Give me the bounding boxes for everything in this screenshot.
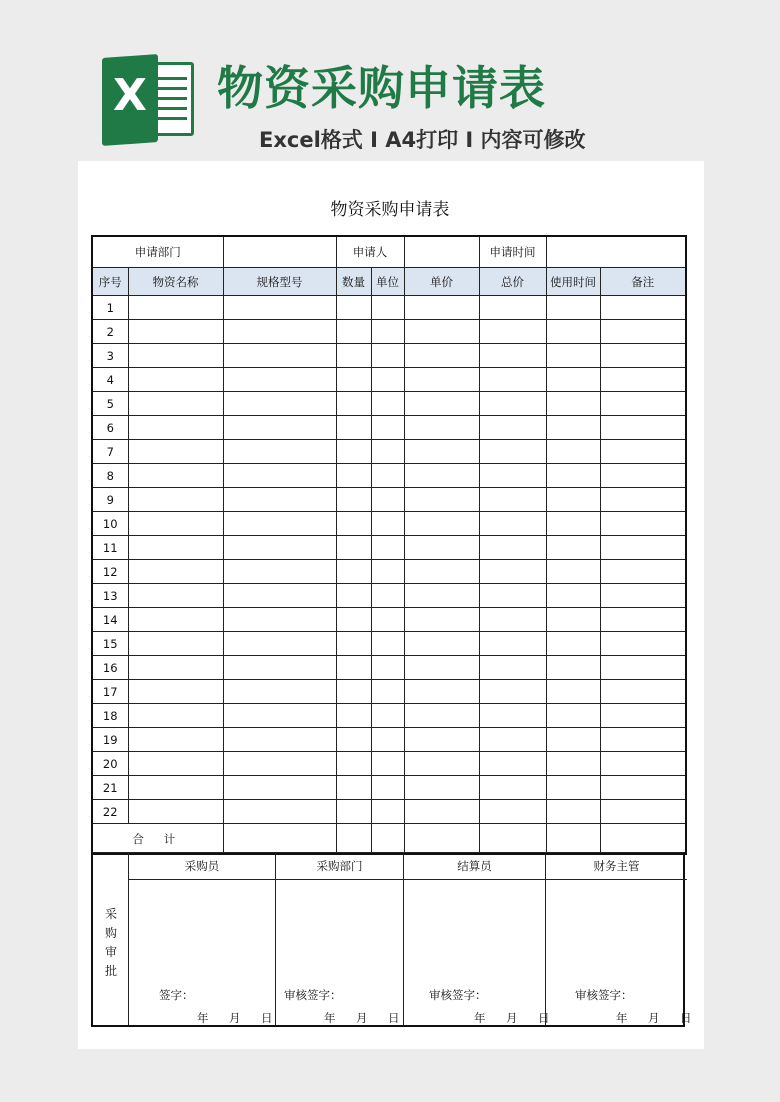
row-number: 2 [92,320,128,344]
table-cell[interactable] [479,440,546,464]
table-cell[interactable] [336,800,371,824]
table-cell[interactable] [479,632,546,656]
purchase-table [91,235,687,855]
table-cell[interactable] [479,728,546,752]
table-row [92,656,686,680]
table-cell[interactable] [336,824,371,855]
table-cell[interactable] [128,488,223,512]
table-cell[interactable] [546,680,600,704]
table-cell[interactable] [600,800,686,824]
sign-date: 年 月 日 [324,1011,400,1025]
table-cell[interactable] [128,344,223,368]
table-cell[interactable] [404,680,479,704]
table-cell[interactable] [128,704,223,728]
table-cell[interactable] [371,320,404,344]
table-cell[interactable] [223,800,336,824]
table-row [92,368,686,392]
table-row [92,344,686,368]
table-row [92,320,686,344]
table-cell[interactable] [128,632,223,656]
table-cell[interactable] [223,344,336,368]
table-row [92,680,686,704]
excel-logo-icon [100,56,198,144]
table-cell[interactable] [546,464,600,488]
table-row [92,584,686,608]
applicant-value-cell[interactable] [404,236,479,268]
approval-side-label: 采购审批 [105,907,118,978]
table-cell[interactable] [223,632,336,656]
approval-section [91,852,692,1027]
col-header: 单位 [371,268,404,296]
table-cell[interactable] [336,632,371,656]
col-header: 使用时间 [546,268,600,296]
sign-label: 审核签字： [575,988,633,1002]
table-row [92,704,686,728]
table-cell[interactable] [404,512,479,536]
row-number: 4 [92,368,128,392]
table-row [92,512,686,536]
table-cell[interactable] [546,656,600,680]
table-cell[interactable] [404,704,479,728]
row-number: 15 [92,632,128,656]
table-cell[interactable] [546,416,600,440]
table-cell[interactable] [371,488,404,512]
row-number: 8 [92,464,128,488]
table-cell[interactable] [128,800,223,824]
col-header: 规格型号 [223,268,336,296]
approval-role: 采购部门 [276,853,403,880]
table-cell[interactable] [404,416,479,440]
table-cell[interactable] [600,632,686,656]
table-cell[interactable] [223,464,336,488]
table-cell[interactable] [600,512,686,536]
table-row [92,632,686,656]
sign-date: 年 月 日 [197,1011,273,1025]
table-cell[interactable] [371,344,404,368]
table-cell[interactable] [600,368,686,392]
table-row [92,296,686,320]
table-cell[interactable] [336,320,371,344]
table-cell[interactable] [336,728,371,752]
approval-role: 财务主管 [546,853,687,880]
time-label: 申请时间 [479,236,546,268]
table-cell[interactable] [223,608,336,632]
applicant-label: 申请人 [336,236,404,268]
total-label: 合 计 [92,824,223,855]
table-cell[interactable] [479,800,546,824]
page-subtitle: Excel格式 I A4打印 I 内容可修改 [259,128,586,152]
row-number: 16 [92,656,128,680]
table-cell[interactable] [404,464,479,488]
table-cell[interactable] [128,416,223,440]
table-cell[interactable] [479,680,546,704]
table-cell[interactable] [546,440,600,464]
table-cell[interactable] [336,704,371,728]
row-number: 14 [92,608,128,632]
table-cell[interactable] [479,344,546,368]
table-cell[interactable] [223,752,336,776]
table-cell[interactable] [404,800,479,824]
table-cell[interactable] [336,680,371,704]
table-cell[interactable] [546,704,600,728]
table-cell[interactable] [479,776,546,800]
table-cell[interactable] [128,512,223,536]
table-cell[interactable] [479,416,546,440]
table-cell[interactable] [336,440,371,464]
row-number: 18 [92,704,128,728]
table-cell[interactable] [336,416,371,440]
table-cell[interactable] [479,536,546,560]
row-number: 11 [92,536,128,560]
table-cell[interactable] [404,608,479,632]
table-cell[interactable] [546,632,600,656]
table-cell[interactable] [336,584,371,608]
table-cell[interactable] [546,368,600,392]
row-number: 1 [92,296,128,320]
table-cell[interactable] [600,392,686,416]
row-number: 20 [92,752,128,776]
row-number: 7 [92,440,128,464]
table-cell[interactable] [223,584,336,608]
table-cell[interactable] [546,752,600,776]
table-cell[interactable] [404,488,479,512]
table-cell[interactable] [336,464,371,488]
table-cell[interactable] [404,656,479,680]
table-cell[interactable] [336,392,371,416]
table-cell[interactable] [600,560,686,584]
table-cell[interactable] [600,536,686,560]
table-cell[interactable] [336,368,371,392]
table-cell[interactable] [600,296,686,320]
table-cell[interactable] [479,464,546,488]
row-number: 6 [92,416,128,440]
table-cell[interactable] [223,296,336,320]
table-cell[interactable] [600,344,686,368]
col-header: 序号 [92,268,128,296]
sign-date: 年 月 日 [616,1011,692,1025]
table-cell[interactable] [371,584,404,608]
table-cell[interactable] [371,776,404,800]
table-cell[interactable] [404,368,479,392]
table-cell[interactable] [128,680,223,704]
dept-value-cell[interactable] [223,236,336,268]
table-row [92,776,686,800]
table-cell[interactable] [371,824,404,855]
table-cell[interactable] [600,656,686,680]
table-cell[interactable] [128,536,223,560]
table-cell[interactable] [336,656,371,680]
table-row [92,536,686,560]
table-cell[interactable] [479,824,546,855]
table-cell[interactable] [371,728,404,752]
table-cell[interactable] [546,608,600,632]
table-cell[interactable] [404,536,479,560]
table-cell[interactable] [336,752,371,776]
table-row [92,752,686,776]
table-cell[interactable] [546,800,600,824]
table-cell[interactable] [404,632,479,656]
col-header: 备注 [600,268,686,296]
row-number: 12 [92,560,128,584]
total-row [92,824,686,855]
table-cell[interactable] [223,512,336,536]
table-cell[interactable] [479,656,546,680]
row-number: 21 [92,776,128,800]
table-cell[interactable] [371,464,404,488]
table-cell[interactable] [223,440,336,464]
table-cell[interactable] [546,560,600,584]
table-cell[interactable] [128,560,223,584]
table-cell[interactable] [546,728,600,752]
col-header: 数量 [336,268,371,296]
table-cell[interactable] [479,392,546,416]
table-cell[interactable] [336,776,371,800]
table-cell[interactable] [128,776,223,800]
table-cell[interactable] [371,368,404,392]
table-cell[interactable] [371,536,404,560]
table-cell[interactable] [128,320,223,344]
table-cell[interactable] [371,440,404,464]
table-cell[interactable] [223,704,336,728]
logo-letter: X [113,70,147,121]
table-cell[interactable] [223,824,336,855]
sign-date: 年 月 日 [474,1011,550,1025]
table-row [92,416,686,440]
table-cell[interactable] [223,776,336,800]
table-cell[interactable] [479,584,546,608]
table-cell[interactable] [404,320,479,344]
table-row [92,800,686,824]
dept-label: 申请部门 [92,236,223,268]
table-cell[interactable] [600,824,686,855]
sign-label: 审核签字： [284,988,342,1002]
sign-label: 审核签字： [429,988,487,1002]
table-cell[interactable] [128,368,223,392]
table-cell[interactable] [546,584,600,608]
table-cell[interactable] [546,344,600,368]
table-cell[interactable] [546,320,600,344]
row-number: 9 [92,488,128,512]
table-cell[interactable] [336,608,371,632]
table-row [92,560,686,584]
table-row [92,440,686,464]
row-number: 13 [92,584,128,608]
table-cell[interactable] [404,752,479,776]
table-cell[interactable] [223,536,336,560]
table-cell[interactable] [223,728,336,752]
table-cell[interactable] [479,296,546,320]
table-cell[interactable] [600,704,686,728]
col-header: 物资名称 [128,268,223,296]
table-cell[interactable] [371,608,404,632]
table-cell[interactable] [404,584,479,608]
table-cell[interactable] [600,440,686,464]
approval-col-finance[interactable] [546,853,692,1025]
table-cell[interactable] [223,416,336,440]
table-cell[interactable] [371,416,404,440]
table-cell[interactable] [600,464,686,488]
table-cell[interactable] [223,392,336,416]
table-cell[interactable] [404,440,479,464]
table-cell[interactable] [546,536,600,560]
table-cell[interactable] [479,488,546,512]
approval-role: 采购员 [129,853,275,880]
table-cell[interactable] [600,584,686,608]
table-cell[interactable] [336,488,371,512]
table-cell[interactable] [371,752,404,776]
table-cell[interactable] [371,512,404,536]
table-cell[interactable] [479,320,546,344]
table-cell[interactable] [546,296,600,320]
table-cell[interactable] [479,608,546,632]
table-cell[interactable] [371,392,404,416]
table-cell[interactable] [128,584,223,608]
document-title: 物资采购申请表 [330,200,450,220]
sign-label: 签字： [159,988,194,1002]
info-row [92,236,686,268]
table-cell[interactable] [479,560,546,584]
table-cell[interactable] [546,488,600,512]
table-cell[interactable] [546,776,600,800]
table-cell[interactable] [600,320,686,344]
table-cell[interactable] [404,296,479,320]
table-cell[interactable] [600,776,686,800]
table-cell[interactable] [336,344,371,368]
approval-col-dept[interactable] [276,853,404,1025]
row-number: 5 [92,392,128,416]
table-cell[interactable] [546,392,600,416]
table-cell[interactable] [479,512,546,536]
table-cell[interactable] [479,368,546,392]
col-header: 总价 [479,268,546,296]
table-row [92,488,686,512]
table-cell[interactable] [404,824,479,855]
table-cell[interactable] [128,656,223,680]
table-cell[interactable] [600,488,686,512]
table-row [92,464,686,488]
time-value-cell[interactable] [546,236,686,268]
table-row [92,608,686,632]
row-number: 10 [92,512,128,536]
column-header-row [92,268,686,296]
table-cell[interactable] [404,776,479,800]
table-cell[interactable] [600,416,686,440]
table-cell[interactable] [404,728,479,752]
row-number: 17 [92,680,128,704]
table-cell[interactable] [336,560,371,584]
table-cell[interactable] [600,608,686,632]
table-cell[interactable] [546,824,600,855]
table-row [92,392,686,416]
table-cell[interactable] [223,560,336,584]
table-cell[interactable] [128,608,223,632]
table-cell[interactable] [371,656,404,680]
table-cell[interactable] [128,296,223,320]
approval-side-label-cell [93,853,129,1025]
table-cell[interactable] [223,680,336,704]
row-number: 19 [92,728,128,752]
table-cell[interactable] [371,680,404,704]
table-cell[interactable] [371,296,404,320]
table-cell[interactable] [600,680,686,704]
table-cell[interactable] [404,392,479,416]
table-cell[interactable] [546,512,600,536]
table-cell[interactable] [371,560,404,584]
approval-role: 结算员 [404,853,545,880]
table-cell[interactable] [223,368,336,392]
table-cell[interactable] [479,752,546,776]
approval-col-buyer[interactable] [129,853,276,1025]
table-cell[interactable] [128,440,223,464]
approval-col-settler[interactable] [404,853,550,1025]
table-cell[interactable] [404,560,479,584]
table-cell[interactable] [128,464,223,488]
table-cell[interactable] [128,728,223,752]
col-header: 单价 [404,268,479,296]
table-cell[interactable] [223,488,336,512]
row-number: 22 [92,800,128,824]
table-cell[interactable] [336,536,371,560]
page-title: 物资采购申请表 [217,61,546,115]
table-cell[interactable] [223,320,336,344]
table-cell[interactable] [479,704,546,728]
table-cell[interactable] [371,632,404,656]
row-number: 3 [92,344,128,368]
table-cell[interactable] [336,296,371,320]
table-cell[interactable] [404,344,479,368]
table-cell[interactable] [600,752,686,776]
table-cell[interactable] [600,728,686,752]
table-cell[interactable] [371,704,404,728]
table-cell[interactable] [223,656,336,680]
table-cell[interactable] [336,512,371,536]
table-row [92,728,686,752]
table-cell[interactable] [128,752,223,776]
table-cell[interactable] [371,800,404,824]
table-cell[interactable] [128,392,223,416]
